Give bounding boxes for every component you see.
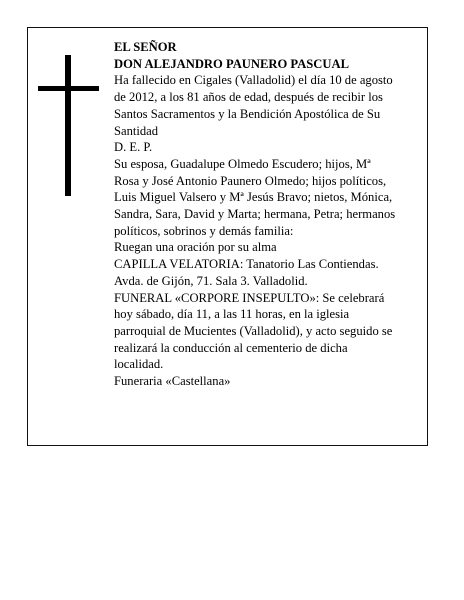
death-line: Ha fallecido en Cigales (Valladolid) el día 10 de agosto xyxy=(114,73,393,88)
family-line: Su esposa, Guadalupe Olmedo Escudero; hijos, Mª xyxy=(114,156,371,171)
chapel-paragraph xyxy=(114,256,422,289)
cross-icon xyxy=(38,55,99,196)
obituary-text xyxy=(114,39,422,390)
chapel-line: CAPILLA VELATORIA: Tanatorio Las Contiendas. xyxy=(114,257,379,272)
family-line: Luis Miguel Valsero y Mª Jesús Bravo; nietos, Mónica, xyxy=(114,190,393,205)
funeral-line: localidad. xyxy=(114,357,164,372)
family-paragraph xyxy=(114,156,422,240)
cross-vertical-bar xyxy=(65,55,71,196)
funeral-line: parroquial de Mucientes (Valladolid), y acto seguido se xyxy=(114,323,393,338)
funeral-line: realizará la conducción al cementerio de dicha xyxy=(114,340,348,355)
funeral-home-line: Funeraria «Castellana» xyxy=(114,374,231,389)
rip-line: D. E. P. xyxy=(114,140,153,155)
funeral-paragraph xyxy=(114,290,422,374)
death-line: de 2012, a los 81 años de edad, después de recibir los xyxy=(114,90,383,105)
family-line: Sandra, Sara, David y Marta; hermana, Petra; hermanos xyxy=(114,207,396,222)
funeral-line: FUNERAL «CORPORE INSEPULTO»: Se celebrará xyxy=(114,290,385,305)
cross-horizontal-bar xyxy=(38,86,99,91)
funeral-line: hoy sábado, día 11, a las 11 horas, en la iglesia xyxy=(114,307,350,322)
death-paragraph xyxy=(114,72,422,139)
chapel-line: Avda. de Gijón, 71. Sala 3. Valladolid. xyxy=(114,273,308,288)
notice-title: EL SEÑOR xyxy=(114,40,177,54)
prayer-line: Ruegan una oración por su alma xyxy=(114,240,277,255)
death-line: Santidad xyxy=(114,123,159,138)
death-line: Santos Sacramentos y la Bendición Apostólica de Su xyxy=(114,106,381,121)
family-line: Rosa y José Antonio Paunero Olmedo; hijos políticos, xyxy=(114,173,387,188)
deceased-name: DON ALEJANDRO PAUNERO PASCUAL xyxy=(114,56,349,71)
family-line: políticos, sobrinos y demás familia: xyxy=(114,223,294,238)
